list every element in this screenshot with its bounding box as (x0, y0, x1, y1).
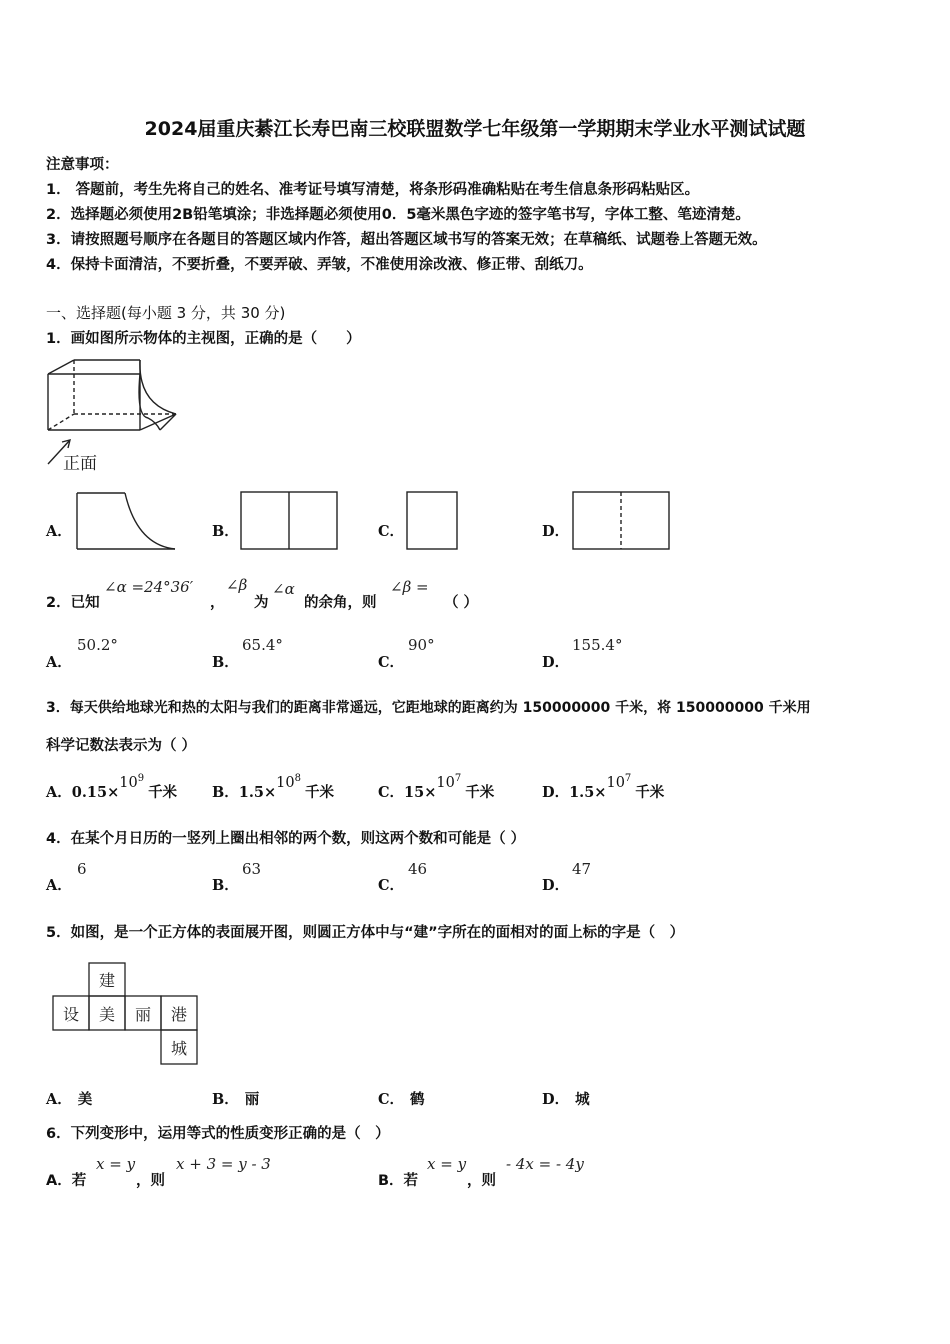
q5-option-c-value: 鹤 (410, 1092, 425, 1108)
q3-option-b-exp: 8 (294, 773, 301, 785)
front-view-label: 正面 (63, 454, 97, 474)
q5-cube-net (52, 962, 198, 1068)
q3-option-c-unit: 千米 (465, 785, 495, 801)
q1-option-c-label: C． (378, 523, 405, 540)
q5-option-b[interactable] (212, 1088, 259, 1109)
q3-option-a-power (119, 775, 144, 791)
q3-option-b-label: B． (212, 784, 239, 801)
q3-option-a-coef: 0.15× (71, 784, 120, 801)
q1-option-d-label: D． (542, 523, 570, 540)
q2-beta-eq: ∠β = (390, 578, 429, 596)
q1-option-b-figure[interactable] (240, 490, 340, 552)
notice-item: 3．请按照题号顺序在各题目的答题区域内作答，超出答题区域书写的答案无效；在草稿纸、试题卷上答题无效。 (46, 232, 767, 248)
q3-option-a-base: 10 (119, 775, 138, 791)
q5-option-c-label: C． (378, 1091, 405, 1108)
q2-option-c-label: C． (378, 654, 405, 671)
q4-stem: 4．在某个月日历的一竖列上圈出相邻的两个数，则这两个数和可能是（ ） (46, 831, 526, 847)
q3-option-c[interactable] (378, 773, 495, 802)
q5-option-b-label: B． (212, 1091, 239, 1108)
q1-option-c-figure[interactable] (406, 490, 460, 552)
q6-option-a-label: A．若 (46, 1173, 87, 1189)
q3-option-a-label: A． (46, 784, 72, 801)
q3-option-b-unit: 千米 (304, 785, 334, 801)
q2-option-a-value[interactable]: 50.2° (77, 636, 118, 654)
q2-option-d-label: D． (542, 654, 570, 671)
q5-option-d-value: 城 (575, 1092, 590, 1108)
q3-option-d-label: D． (542, 784, 570, 801)
q4-option-b-value[interactable]: 63 (242, 860, 262, 878)
q5-option-c[interactable] (378, 1088, 425, 1109)
q4-option-a-value[interactable]: 6 (77, 860, 87, 878)
q6-option-b-then: ，则 (467, 1173, 496, 1189)
net-face-li: 丽 (134, 1005, 152, 1024)
q6-option-b-label: B．若 (378, 1173, 419, 1189)
q6-option-b-result[interactable]: - 4x = - 4y (506, 1155, 584, 1173)
q2-mid: 为 (254, 595, 269, 611)
q1-stem: 1．画如图所示物体的主视图，正确的是（ ） (46, 331, 361, 347)
q3-option-b-base: 10 (276, 775, 295, 791)
q2-option-b-value[interactable]: 65.4° (242, 636, 283, 654)
q4-option-c-label: C． (378, 877, 405, 894)
q3-stem-line2: 科学记数法表示为（ ） (46, 738, 197, 754)
section-heading: 一、选择题(每小题 3 分，共 30 分) (46, 304, 286, 322)
q2-option-c-value[interactable]: 90° (408, 636, 435, 654)
q4-option-c-value[interactable]: 46 (408, 860, 428, 878)
q1-option-b-label: B． (212, 523, 239, 540)
notice-item: 2．选择题必须使用2B铅笔填涂；非选择题必须使用0．5毫米黑色字迹的签字笔书写，字体工整、笔迹清楚。 (46, 207, 750, 223)
q1-option-a-figure[interactable] (75, 489, 179, 553)
q3-option-d-power (606, 775, 631, 791)
q5-option-d[interactable] (542, 1088, 590, 1109)
q4-option-d-value[interactable]: 47 (572, 860, 592, 878)
net-face-cheng: 城 (170, 1039, 188, 1058)
q5-option-a[interactable] (46, 1088, 92, 1109)
q3-option-d[interactable] (542, 773, 665, 802)
q3-option-a-unit: 千米 (148, 785, 178, 801)
net-face-gang: 港 (170, 1005, 188, 1024)
net-face-jian: 建 (98, 971, 116, 990)
page-title: 2024届重庆綦江长寿巴南三校联盟数学七年级第一学期期末学业水平测试试题 (144, 118, 806, 140)
q6-stem: 6．下列变形中，运用等式的性质变形正确的是（ ） (46, 1126, 390, 1142)
q2-option-a-label: A． (46, 654, 72, 671)
q3-option-b-coef: 1.5× (238, 784, 277, 801)
q6-option-a-then: ，则 (136, 1173, 165, 1189)
q2-comma: ， (210, 595, 225, 611)
q5-option-a-label: A． (46, 1091, 72, 1108)
q6-option-b-condition: x = y (427, 1155, 467, 1173)
q2-option-d-value[interactable]: 155.4° (572, 636, 623, 654)
q3-option-c-coef: 15× (404, 784, 437, 801)
q3-option-a[interactable] (46, 773, 178, 802)
q3-option-d-coef: 1.5× (569, 784, 607, 801)
q3-option-c-power (436, 775, 461, 791)
notice-item: 1． 答题前，考生先将自己的姓名、准考证号填写清楚，将条形码准确粘贴在考生信息条形码粘贴区。 (46, 182, 700, 198)
q3-option-d-base: 10 (606, 775, 625, 791)
q3-option-d-exp: 7 (624, 773, 632, 785)
q3-option-d-unit: 千米 (635, 785, 665, 801)
q2-option-b-label: B． (212, 654, 239, 671)
net-face-she: 设 (62, 1005, 80, 1024)
q5-option-b-value: 丽 (244, 1092, 260, 1108)
net-face-mei: 美 (98, 1005, 116, 1024)
q4-option-b-label: B． (212, 877, 239, 894)
q2-beta: ∠β (226, 576, 248, 594)
q2-alpha: ∠α (272, 580, 295, 598)
q1-option-a-label: A． (46, 523, 72, 540)
q5-option-a-value: 美 (77, 1092, 93, 1108)
q3-option-c-label: C． (378, 784, 405, 801)
q5-stem: 5．如图，是一个正方体的表面展开图，则圆正方体中与“建”字所在的面相对的面上标的字是（ ） (46, 925, 685, 941)
q4-option-a-label: A． (46, 877, 72, 894)
q5-option-d-label: D． (542, 1091, 570, 1108)
q6-option-a-condition: x = y (96, 1155, 136, 1173)
q3-option-a-exp: 9 (137, 773, 145, 785)
q3-option-b-power (276, 775, 301, 791)
q4-option-d-label: D． (542, 877, 570, 894)
q3-stem-line1: 3．每天供给地球光和热的太阳与我们的距离非常遥远，它距地球的距离约为 150000000 千米，将 150000000 千米用 (46, 700, 811, 716)
q2-suffix: 的余角，则 (304, 595, 377, 611)
notice-item: 4．保持卡面清洁，不要折叠，不要弄破、弄皱，不准使用涂改液、修正带、刮纸刀。 (46, 257, 593, 273)
q3-option-b[interactable] (212, 773, 334, 802)
q3-option-c-exp: 7 (454, 773, 462, 785)
q2-alpha-value: ∠α =24°36′ (104, 578, 194, 596)
notice-heading: 注意事项： (46, 157, 119, 173)
q2-paren: （ ） (444, 595, 479, 611)
q6-option-a-result[interactable]: x + 3 = y - 3 (176, 1155, 271, 1173)
q3-option-c-base: 10 (436, 775, 455, 791)
q2-prefix: 2．已知 (46, 595, 100, 611)
q1-option-d-figure[interactable] (572, 490, 672, 552)
